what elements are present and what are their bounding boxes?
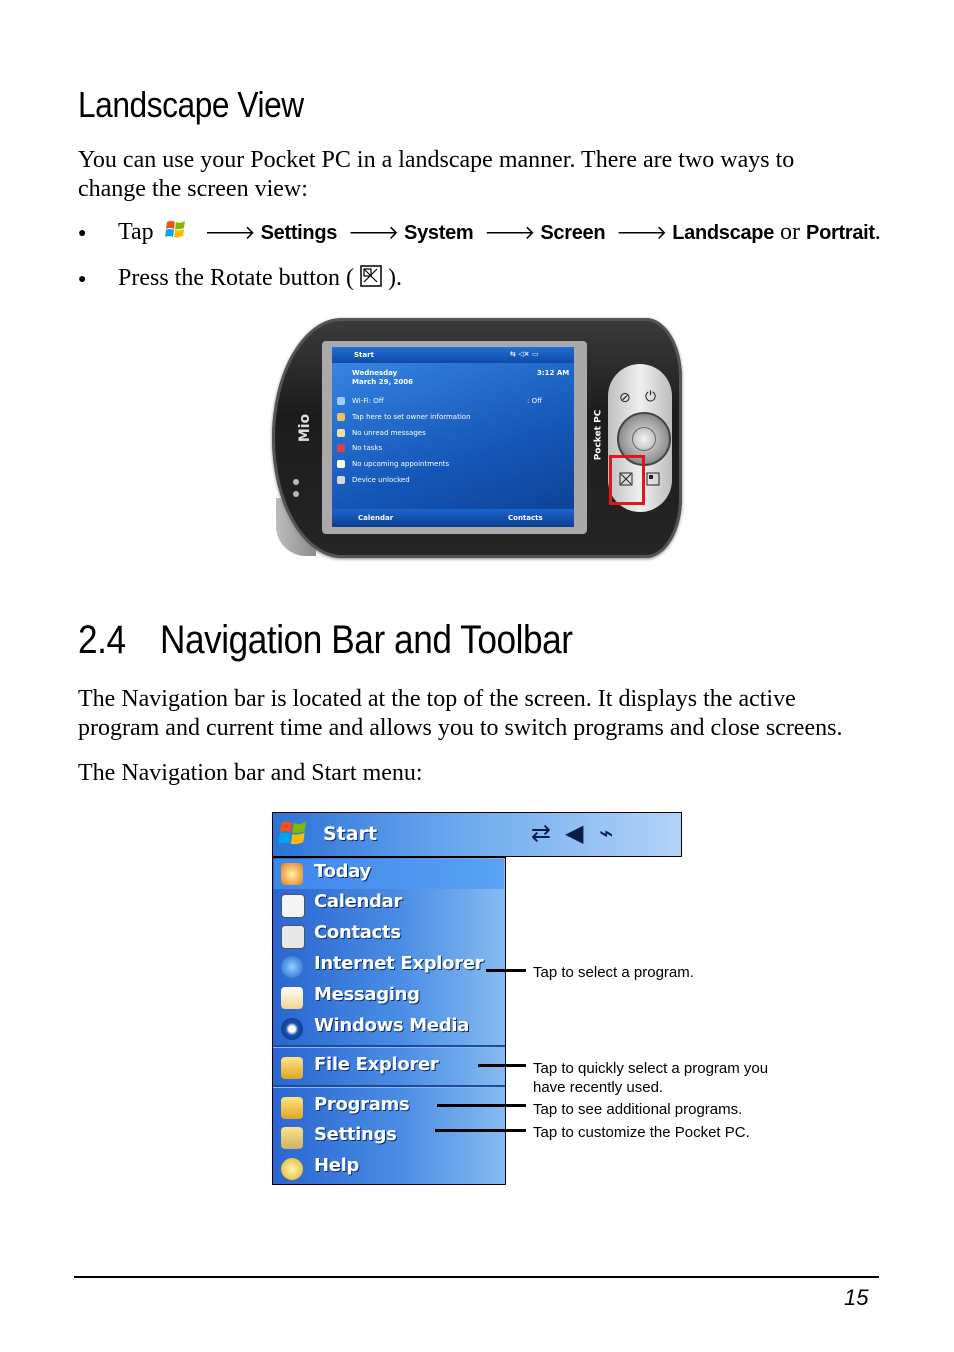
menu-separator — [273, 1045, 505, 1047]
menu-item-messaging[interactable]: Messaging — [314, 984, 420, 1005]
callout-select-program: Tap to select a program. — [533, 964, 694, 981]
screen-start-label: Start — [354, 351, 374, 359]
programs-icon — [281, 1097, 303, 1119]
screen-bluetooth: : Off — [527, 397, 542, 405]
power-button-icon: ⏻ — [645, 389, 657, 405]
nav-line-1: The Navigation bar is located at the top of the screen. It displays the active — [78, 686, 796, 712]
callout-line — [435, 1129, 526, 1132]
screen-row: No upcoming appointments — [352, 460, 450, 468]
arrow-icon: 🡒 — [616, 222, 668, 244]
callout-line — [437, 1104, 526, 1107]
rotate-text: Press the Rotate button ( — [118, 265, 354, 291]
screen-wifi: Wi-Fi: Off — [352, 397, 384, 405]
section-number: 2.4 — [78, 618, 126, 662]
rotate-suffix: ). — [387, 265, 402, 291]
callout-additional-programs: Tap to see additional programs. — [533, 1101, 743, 1118]
path-screen: Screen — [540, 222, 606, 244]
path-settings: Settings — [260, 222, 338, 244]
path-system: System — [404, 222, 474, 244]
callout-recent-line-1: Tap to quickly select a program you — [533, 1060, 769, 1077]
start-label[interactable]: Start — [323, 823, 378, 845]
section-heading-landscape: Landscape View — [78, 84, 304, 125]
file-explorer-icon — [281, 1057, 303, 1079]
help-icon — [281, 1158, 303, 1180]
menu-item-internet-explorer[interactable]: Internet Explorer — [314, 953, 484, 974]
messaging-icon — [281, 987, 303, 1009]
settings-icon — [281, 1127, 303, 1149]
navigation-caption: The Navigation bar and Start menu: — [78, 760, 423, 786]
calendar-icon — [337, 460, 345, 468]
bullet-rotate — [118, 264, 402, 295]
start-menu-highlight — [274, 859, 504, 889]
arrow-icon: 🡒 — [348, 222, 400, 244]
menu-item-help[interactable]: Help — [314, 1155, 360, 1176]
app-button-icon — [646, 472, 660, 491]
menu-item-contacts[interactable]: Contacts — [314, 922, 401, 943]
softkey-contacts: Contacts — [508, 514, 543, 522]
nav-line-2: program and current time and allows you to switch programs and close screens. — [78, 715, 843, 741]
rotate-button-highlight — [609, 455, 645, 505]
intro-paragraph — [78, 146, 794, 204]
contacts-icon — [281, 925, 305, 949]
navigation-bar — [272, 812, 682, 857]
screen-row: No tasks — [352, 444, 383, 452]
rotate-button-icon — [360, 265, 382, 295]
or-word: or — [780, 219, 801, 245]
callout-customize: Tap to customize the Pocket PC. — [533, 1124, 750, 1141]
navigation-paragraph — [78, 685, 842, 743]
lock-icon — [337, 476, 345, 484]
path-landscape: Landscape — [672, 222, 775, 244]
menu-item-windows-media[interactable]: Windows Media — [314, 1015, 470, 1036]
callout-line — [478, 1064, 526, 1067]
footer-rule — [74, 1276, 879, 1278]
menu-item-today[interactable]: Today — [314, 861, 371, 882]
navigation-pad-center — [632, 427, 656, 451]
device-screen — [332, 347, 574, 527]
ok-button-icon: ⊘ — [619, 390, 631, 406]
windows-media-icon — [281, 1018, 303, 1040]
start-menu — [272, 857, 506, 1185]
period: . — [874, 219, 881, 245]
indicator-light-icon — [293, 479, 299, 485]
owner-icon — [337, 413, 345, 421]
screen-row: Tap here to set owner information — [352, 413, 471, 421]
callout-recent-programs — [533, 1059, 768, 1097]
page-number: 15 — [844, 1285, 869, 1310]
today-icon — [281, 863, 303, 885]
calendar-icon — [281, 894, 305, 918]
path-portrait: Portrait — [806, 222, 875, 244]
volume-icon[interactable]: ◀︎ — [565, 819, 584, 847]
bullet-dot: ● — [78, 226, 87, 241]
screen-date: March 29, 2006 — [352, 378, 414, 386]
bullet-dot: ● — [78, 272, 87, 287]
menu-item-settings[interactable]: Settings — [314, 1124, 397, 1145]
windows-flag-icon — [277, 817, 313, 856]
tap-word: Tap — [118, 219, 154, 245]
screen-row: No unread messages — [352, 429, 426, 437]
pocket-pc-label: Pocket PC — [593, 409, 604, 461]
menu-item-file-explorer[interactable]: File Explorer — [314, 1054, 439, 1075]
screen-row: Device unlocked — [352, 476, 410, 484]
arrow-icon: 🡒 — [484, 222, 536, 244]
arrow-icon: 🡒 — [204, 222, 256, 244]
internet-explorer-icon — [281, 956, 303, 978]
connectivity-icon[interactable]: ⇄ — [531, 819, 552, 847]
intro-line-2: change the screen view: — [78, 176, 308, 202]
screen-date-day: Wednesday — [352, 369, 398, 377]
menu-separator — [273, 1085, 505, 1087]
wifi-icon — [337, 397, 345, 405]
mail-icon — [337, 429, 345, 437]
tasks-icon — [337, 444, 345, 452]
screen-time: 3:12 AM — [537, 369, 570, 377]
section-heading-navigation: Navigation Bar and Toolbar — [160, 618, 573, 662]
callout-recent-line-2: have recently used. — [533, 1079, 664, 1096]
menu-item-calendar[interactable]: Calendar — [314, 891, 403, 912]
softkey-calendar: Calendar — [358, 514, 394, 522]
windows-flag-icon — [164, 218, 190, 250]
callout-line — [486, 969, 526, 972]
bullet-tap-path — [118, 218, 881, 250]
indicator-light-icon — [293, 491, 299, 497]
mio-logo: Mio — [297, 413, 314, 443]
battery-icon[interactable]: ⌁ — [599, 819, 614, 847]
intro-line-1: You can use your Pocket PC in a landscape manner. There are two ways to — [78, 147, 795, 173]
menu-item-programs[interactable]: Programs — [314, 1094, 410, 1115]
screen-status-icons: ⇆ ◁× ▭ — [510, 350, 539, 358]
